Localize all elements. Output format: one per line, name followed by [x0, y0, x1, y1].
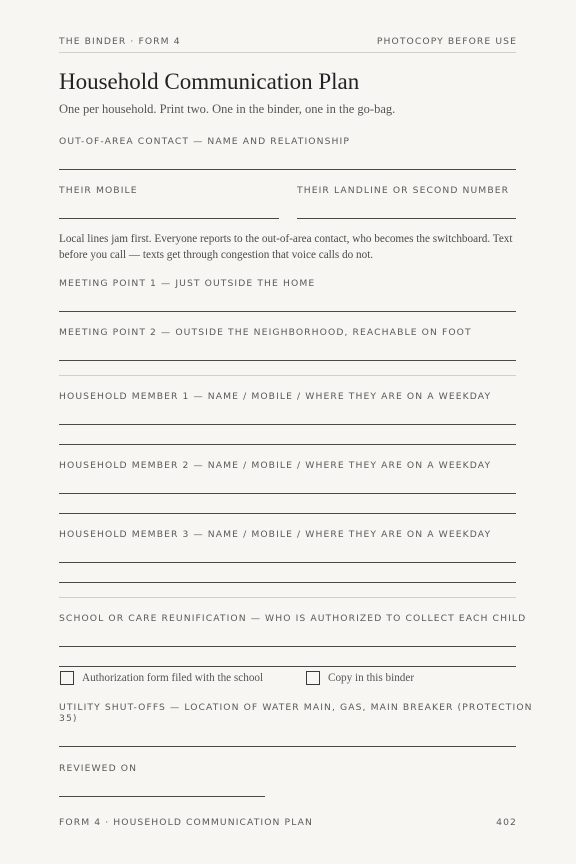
- member-3-field-line-2[interactable]: [59, 582, 516, 583]
- section-divider: [59, 597, 516, 598]
- landline-label: THEIR LANDLINE OR SECOND NUMBER: [297, 185, 510, 196]
- meeting-point-1-field[interactable]: [59, 311, 516, 312]
- utility-label-line-2: 35): [59, 713, 78, 724]
- meeting-point-2-label: MEETING POINT 2 — OUTSIDE THE NEIGHBORHOOD, REACHABLE ON FOOT: [59, 327, 472, 338]
- page-subtitle: One per household. Print two. One in the binder, one in the go-bag.: [59, 102, 396, 116]
- member-1-field-line-2[interactable]: [59, 444, 516, 445]
- meeting-point-1-label: MEETING POINT 1 — JUST OUTSIDE THE HOME: [59, 278, 316, 289]
- school-label: SCHOOL OR CARE REUNIFICATION — WHO IS AUTHORIZED TO COLLECT EACH CHILD: [59, 613, 527, 624]
- instruction-note: Local lines jam first. Everyone reports to the out-of-area contact, who becomes the switchboard. Text before you call — texts get through congestion that voice calls do not.: [59, 233, 513, 261]
- header-right: PHOTOCOPY BEFORE USE: [376, 36, 517, 47]
- reviewed-on-label: REVIEWED ON: [59, 763, 138, 774]
- member-1-label: HOUSEHOLD MEMBER 1 — NAME / MOBILE / WHERE THEY ARE ON A WEEKDAY: [59, 391, 492, 402]
- member-2-field-line-2[interactable]: [59, 513, 516, 514]
- member-3-label: HOUSEHOLD MEMBER 3 — NAME / MOBILE / WHERE THEY ARE ON A WEEKDAY: [59, 529, 492, 540]
- copy-in-binder-label: Copy in this binder: [328, 672, 415, 684]
- authorization-filed-checkbox[interactable]: [60, 671, 74, 685]
- school-field-line-1[interactable]: [59, 646, 516, 647]
- page-number: 402: [496, 817, 517, 828]
- mobile-label: THEIR MOBILE: [59, 185, 138, 196]
- meeting-point-2-field[interactable]: [59, 360, 516, 361]
- authorization-filed-label: Authorization form filed with the school: [82, 672, 264, 684]
- landline-field[interactable]: [297, 218, 516, 219]
- section-divider: [59, 375, 516, 376]
- copy-in-binder-checkbox[interactable]: [306, 671, 320, 685]
- school-field-line-2[interactable]: [59, 666, 516, 667]
- header-divider: [59, 52, 516, 53]
- reviewed-on-field[interactable]: [59, 796, 265, 797]
- mobile-field[interactable]: [59, 218, 279, 219]
- footer-left: FORM 4 · HOUSEHOLD COMMUNICATION PLAN: [59, 817, 313, 828]
- member-3-field-line-1[interactable]: [59, 562, 516, 563]
- member-2-label: HOUSEHOLD MEMBER 2 — NAME / MOBILE / WHERE THEY ARE ON A WEEKDAY: [59, 460, 492, 471]
- utility-label-line-1: UTILITY SHUT-OFFS — LOCATION OF WATER MAIN, GAS, MAIN BREAKER (PROTECTION: [59, 702, 533, 713]
- member-1-field-line-1[interactable]: [59, 424, 516, 425]
- utility-field[interactable]: [59, 746, 516, 747]
- contact-label: OUT-OF-AREA CONTACT — NAME AND RELATIONSHIP: [59, 136, 350, 147]
- header-left: THE BINDER · FORM 4: [59, 36, 181, 47]
- contact-field[interactable]: [59, 169, 516, 170]
- member-2-field-line-1[interactable]: [59, 493, 516, 494]
- page-title: Household Communication Plan: [59, 69, 360, 94]
